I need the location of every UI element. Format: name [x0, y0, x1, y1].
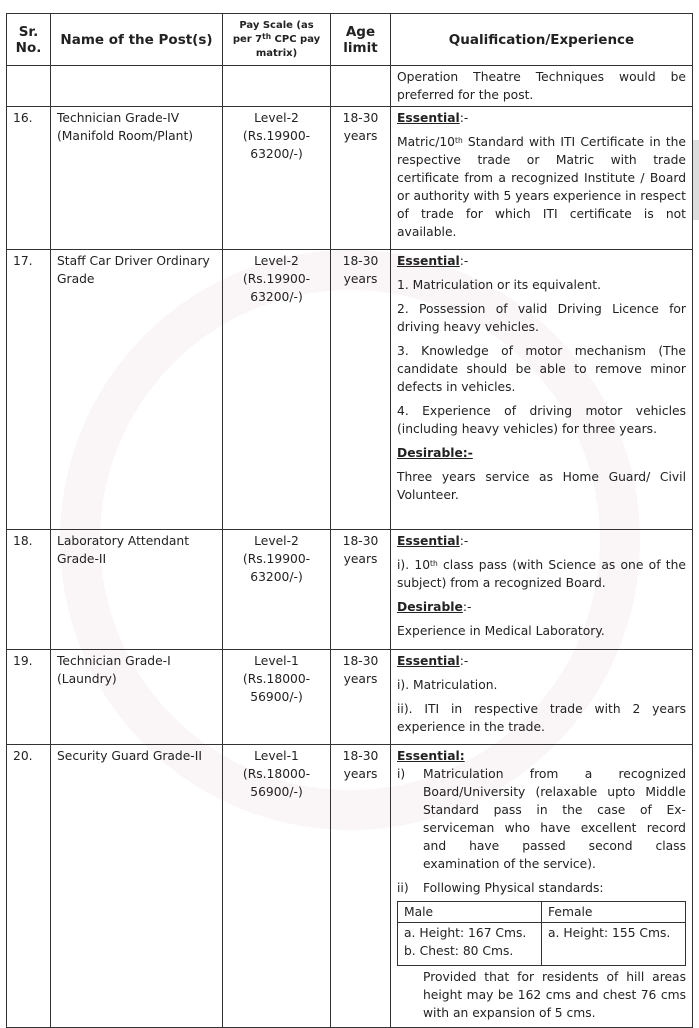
qualification: Essential:- Matric/10th Standard with ITI Certificate in the respective trade or Matric with trade certificate from a recognized Institute / Board or authority with 5 years experience in respect of trade for which ITI certificate is not available. [391, 107, 693, 250]
post-name: Staff Car Driver Ordinary Grade [51, 250, 223, 530]
qualification: Essential:- i). Matriculation. ii). ITI in respective trade with 2 years experience in the trade. [391, 650, 693, 745]
posts-table [6, 13, 693, 1028]
table-row [7, 530, 693, 650]
age-limit: 18-30 years [331, 650, 391, 745]
pay-scale: Level-1 (Rs.18000-56900/-) [223, 745, 331, 1028]
table-row [7, 650, 693, 745]
post-name: Technician Grade-I (Laundry) [51, 650, 223, 745]
sr-no: 16. [7, 107, 51, 250]
sr-no: 18. [7, 530, 51, 650]
sr-no: 17. [7, 250, 51, 530]
qualification: Essential: i) Matriculation from a recognized Board/University (relaxable upto Middle Standard pass in the case of Ex-serviceman who have excellent record and have passed second class examination of the service). ii) Following Physical standards: Male Female a. Height: 167 Cms. b. Chest: 80 Cms. a. Height: 155 Cms. Provided that for residents of hill areas height may be 162 cms and chest 76 cms with an expansion of 5 cms. [391, 745, 693, 1028]
header-age: Age limit [331, 14, 391, 66]
header-post: Name of the Post(s) [51, 14, 223, 66]
header-qualification: Qualification/Experience [391, 14, 693, 66]
age-limit: 18-30 years [331, 530, 391, 650]
table-row [7, 745, 693, 1028]
age-limit: 18-30 years [331, 107, 391, 250]
pay-scale: Level-1 (Rs.18000-56900/-) [223, 650, 331, 745]
pay-scale: Level-2 (Rs.19900-63200/-) [223, 250, 331, 530]
table-row [7, 107, 693, 250]
sr-no: 20. [7, 745, 51, 1028]
header-pay: Pay Scale (as per 7th CPC pay matrix) [223, 14, 331, 66]
header-sr: Sr. No. [7, 14, 51, 66]
age-limit: 18-30 years [331, 745, 391, 1028]
qualification: Essential:- 1. Matriculation or its equivalent. 2. Possession of valid Driving Licence for driving heavy vehicles. 3. Knowledge of motor mechanism (The candidate should be able to remove minor defects in vehicles. 4. Experience of driving motor vehicles (including heavy vehicles) for three years. Desirable:- Three years service as Home Guard/ Civil Volunteer. [391, 250, 693, 530]
post-name: Technician Grade-IV (Manifold Room/Plant) [51, 107, 223, 250]
sr-no: 19. [7, 650, 51, 745]
pay-scale: Level-2 (Rs.19900-63200/-) [223, 530, 331, 650]
pay-scale: Level-2 (Rs.19900-63200/-) [223, 107, 331, 250]
page-edge [693, 140, 699, 220]
physical-standards-table: Male Female a. Height: 167 Cms. b. Chest: 80 Cms. a. Height: 155 Cms. [397, 901, 686, 966]
table-row [7, 66, 693, 107]
age-limit: 18-30 years [331, 250, 391, 530]
post-name: Security Guard Grade-II [51, 745, 223, 1028]
table-row [7, 250, 693, 530]
post-name: Laboratory Attendant Grade-II [51, 530, 223, 650]
table-header [7, 14, 693, 66]
qualification: Essential:- i). 10th class pass (with Science as one of the subject) from a recognized Board. Desirable:- Experience in Medical Laboratory. [391, 530, 693, 650]
continuation-text: Operation Theatre Techniques would be preferred for the post. [391, 66, 693, 107]
